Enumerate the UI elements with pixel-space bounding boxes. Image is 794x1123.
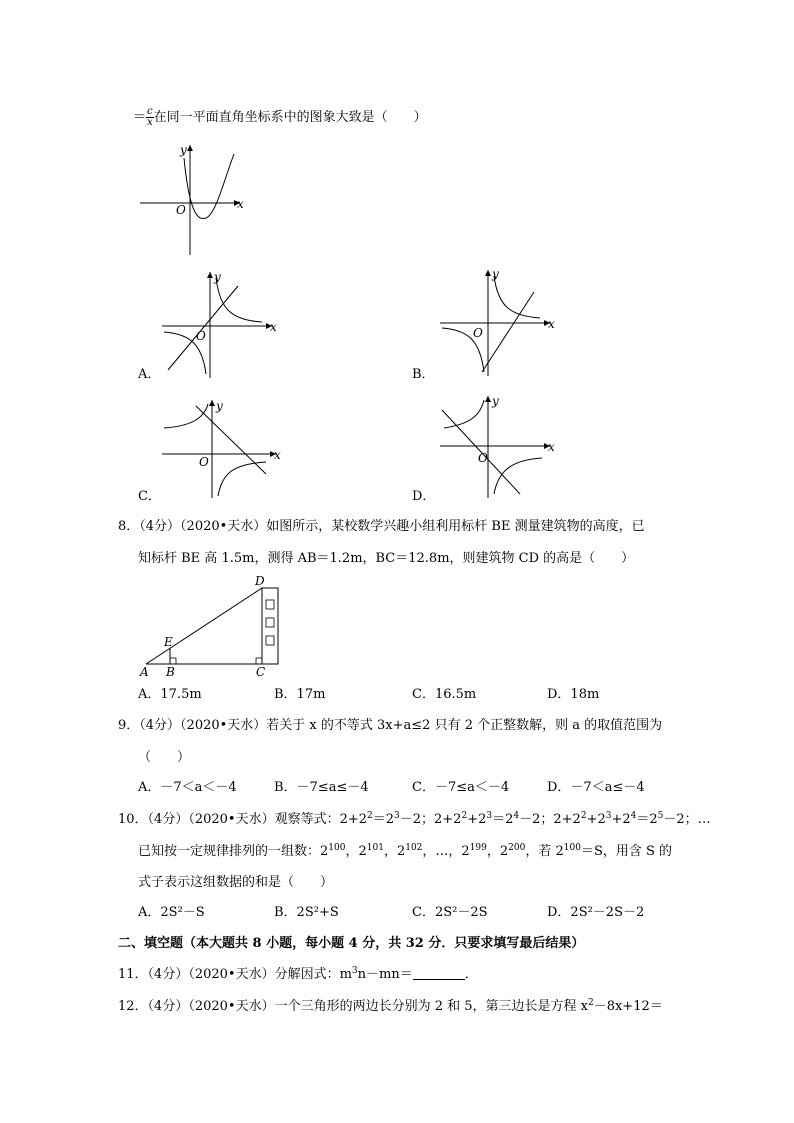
q8-option-a: A．17.5m xyxy=(138,687,202,702)
q8-option-c: C．16.5m xyxy=(412,687,477,702)
option-b-label: B． xyxy=(412,367,435,382)
q10-option-b: B．2S²+S xyxy=(274,905,339,920)
q8-line1: 8．（4分）（2020•天水）如图所示，某校数学兴趣小组利用标杆 BE 测量建筑物的高度，已 xyxy=(118,519,645,534)
q8-line2: 知标杆 BE 高 1.5m，测得 AB＝1.2m，BC＝12.8m，则建筑物 CD 的高是（ ） xyxy=(138,551,635,566)
q9-line2: （ ） xyxy=(138,750,191,765)
linear-line xyxy=(482,292,534,372)
q10-line3: 式子表示这组数据的和是（ ） xyxy=(138,875,334,890)
svg-text:O: O xyxy=(473,326,483,340)
answer-blank[interactable] xyxy=(413,969,465,980)
svg-text:O: O xyxy=(196,329,206,343)
svg-text:x: x xyxy=(548,440,555,454)
svg-text:x: x xyxy=(274,448,281,462)
q10-line1: 10．（4分）（2020•天水）观察等式：$2+2^2=2^3-2$；$2+2^2+2^3=2^4-2$；$2+2^2+2^3+2^4=2^5-2$；… xyxy=(118,811,711,827)
svg-text:B: B xyxy=(166,665,175,679)
svg-text:E: E xyxy=(164,635,173,649)
building-figure xyxy=(138,574,288,680)
svg-text:C: C xyxy=(256,665,266,679)
y-label: y xyxy=(180,143,187,157)
option-b-graph xyxy=(440,268,560,378)
q9-option-a: A．－7＜a＜－4 xyxy=(138,780,237,795)
svg-text:y: y xyxy=(492,394,499,408)
building-cd xyxy=(262,588,278,664)
svg-text:y: y xyxy=(216,399,223,413)
building-window xyxy=(266,618,274,627)
section-header: 二、填空题（本大题共 8 小题，每小题 4 分，共 32 分．只要求填写最后结果） xyxy=(118,936,585,951)
q11-line: 11．（4分）（2020•天水）分解因式：$m^3n-mn=$ ． xyxy=(118,966,478,982)
svg-text:y: y xyxy=(492,267,499,281)
svg-text:x: x xyxy=(548,317,555,331)
linear-line xyxy=(168,286,238,370)
q9-option-d: D．－7＜a≤－4 xyxy=(547,780,645,795)
parabola-curve xyxy=(184,154,234,219)
svg-text:y: y xyxy=(214,270,221,284)
option-c-label: C． xyxy=(138,489,161,504)
q12-line: 12．（4分）（2020•天水）一个三角形的两边长分别为 2 和 5，第三边长是方程 $x^2-8x+12=$ xyxy=(118,998,663,1014)
building-window xyxy=(266,636,274,645)
q9-option-c: C．－7≤a＜－4 xyxy=(412,780,510,795)
q7-stem: ＝ $\frac{c}{x}$ 在同一平面直角坐标系中的图象大致是（ ） xyxy=(133,106,427,128)
svg-text:D: D xyxy=(255,574,265,588)
option-a-label: A． xyxy=(138,367,161,382)
q9-option-b: B．－7≤a≤－4 xyxy=(274,780,369,795)
option-d-graph xyxy=(440,394,560,500)
origin-label: O xyxy=(176,203,186,217)
q8-option-b: B．17m xyxy=(274,687,326,702)
option-d-label: D． xyxy=(412,489,436,504)
svg-text:O: O xyxy=(199,455,209,469)
right-angle-b xyxy=(170,658,176,664)
x-label: x xyxy=(237,197,244,211)
svg-text:x: x xyxy=(270,320,277,334)
sight-line xyxy=(146,588,262,664)
option-a-graph xyxy=(162,270,282,380)
hyperbola-branch xyxy=(216,278,262,322)
q10-option-c: C．2S²－2S xyxy=(412,905,488,920)
svg-text:O: O xyxy=(478,451,488,465)
building-window xyxy=(266,600,274,609)
option-c-graph xyxy=(162,398,287,500)
q9-line1: 9．（4分）（2020•天水）若关于 x 的不等式 3x+a≤2 只有 2 个正整数解，则 a 的取值范围为 xyxy=(118,718,663,733)
parabola-graph xyxy=(140,140,250,260)
right-angle-c xyxy=(256,658,262,664)
q8-option-d: D．18m xyxy=(547,687,600,702)
q10-option-a: A．2S²－S xyxy=(138,905,205,920)
q10-line2: 已知按一定规律排列的一组数：$2^{100}$，$2^{101}$，$2^{102}$，…，$2^{199}$，$2^{200}$，若 $2^{100}=S$，用含 S 的 xyxy=(138,843,673,859)
svg-text:A: A xyxy=(140,665,149,679)
q10-option-d: D．2S²－2S－2 xyxy=(547,905,645,920)
fraction-c-over-x: $\frac{c}{x}$ xyxy=(147,106,153,128)
